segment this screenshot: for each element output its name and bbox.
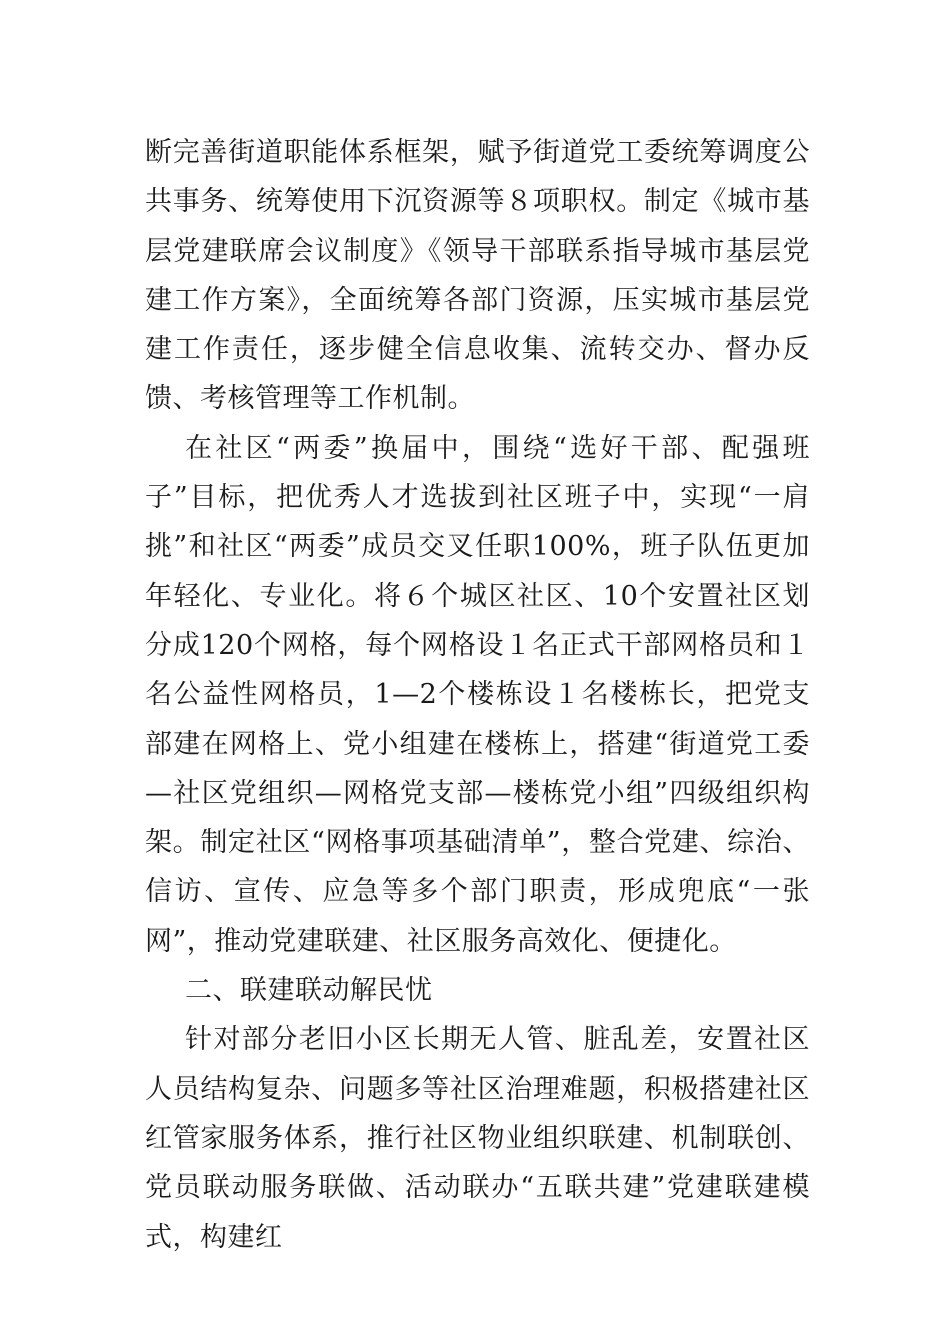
paragraph-continuation: 断完善街道职能体系框架，赋予街道党工委统筹调度公共事务、统筹使用下沉资源等８项职权。制定《城市基层党建联席会议制度》《领导干部联系指导城市基层党建工作方案》，全面统筹各部门资源，压实城市基层党建工作责任，逐步健全信息收集、流转交办、督办反馈、考核管理等工作机制。 — [145, 137, 810, 415]
document-body — [145, 128, 810, 1262]
paragraph-old-communities: 针对部分老旧小区长期无人管、脏乱差，安置社区人员结构复杂、问题多等社区治理难题，积极搭建社区红管家服务体系，推行社区物业组织联建、机制联创、党员联动服务联做、活动联办“五联共建”党建联建模式，构建红 — [145, 1024, 810, 1253]
paragraph-two-committees: 在社区“两委”换届中，围绕“选好干部、配强班子”目标，把优秀人才选拔到社区班子中，实现“一肩挑”和社区“两委”成员交叉任职100%，班子队伍更加年轻化、专业化。将６个城区社区、10个安置社区划分成120个网格，每个网格设１名正式干部网格员和１名公益性网格员，1—2个楼栋设１名楼栋长，把党支部建在网格上、党小组建在楼栋上，搭建“街道党工委—社区党组织—网格党支部—楼栋党小组”四级组织构架。制定社区“网格事项基础清单”，整合党建、综治、信访、宣传、应急等多个部门职责，形成兜底“一张网”，推动党建联建、社区服务高效化、便捷化。 — [145, 432, 810, 957]
section-heading: 二、联建联动解民忧 — [185, 975, 433, 1007]
